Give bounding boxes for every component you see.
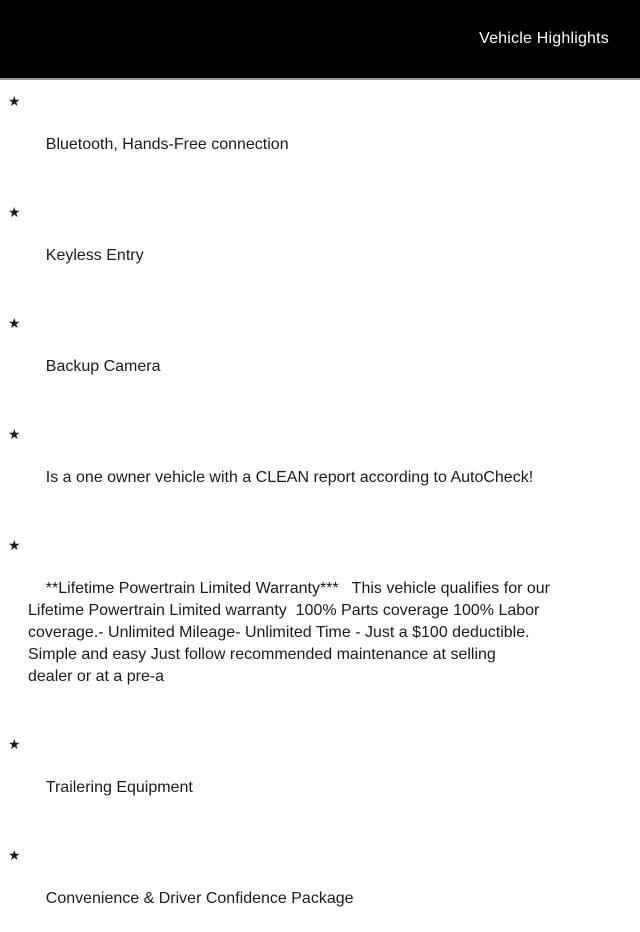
list-item xyxy=(8,312,630,400)
list-item xyxy=(8,90,630,178)
list-item xyxy=(8,423,630,511)
star-bullet-icon: ★ xyxy=(8,426,21,442)
list-item-text: Keyless Entry xyxy=(45,247,144,264)
star-bullet-icon: ★ xyxy=(8,537,21,553)
star-bullet-icon: ★ xyxy=(8,93,21,109)
list-item xyxy=(8,534,630,710)
list-item-text: Trailering Equipment xyxy=(45,779,193,796)
star-bullet-icon: ★ xyxy=(8,736,21,752)
star-bullet-icon: ★ xyxy=(8,847,21,863)
list-item-text: **Lifetime Powertrain Limited Warranty*** This vehicle qualifies for our Lifetime Powertrain Limited warranty 100% Parts coverage 100% Labor coverage.- Unlimited Mileage- Unlimited Time - Just a $100 deductible. Simple and easy Just follow recommended maintenance at selling dealer or at a pre-a xyxy=(28,580,550,685)
star-bullet-icon: ★ xyxy=(8,204,21,220)
list-item-text: Convenience & Driver Confidence Package xyxy=(45,890,354,907)
list-item xyxy=(8,733,630,821)
list-item xyxy=(8,844,630,932)
highlights-list xyxy=(0,90,640,932)
list-item-text: Is a one owner vehicle with a CLEAN report according to AutoCheck! xyxy=(45,469,534,486)
list-item-text: Bluetooth, Hands-Free connection xyxy=(45,136,289,153)
list-item xyxy=(8,201,630,289)
star-bullet-icon: ★ xyxy=(8,315,21,331)
header-bar xyxy=(0,0,640,80)
list-item-text: Backup Camera xyxy=(45,358,161,375)
page-title: Vehicle Highlights xyxy=(479,30,609,47)
